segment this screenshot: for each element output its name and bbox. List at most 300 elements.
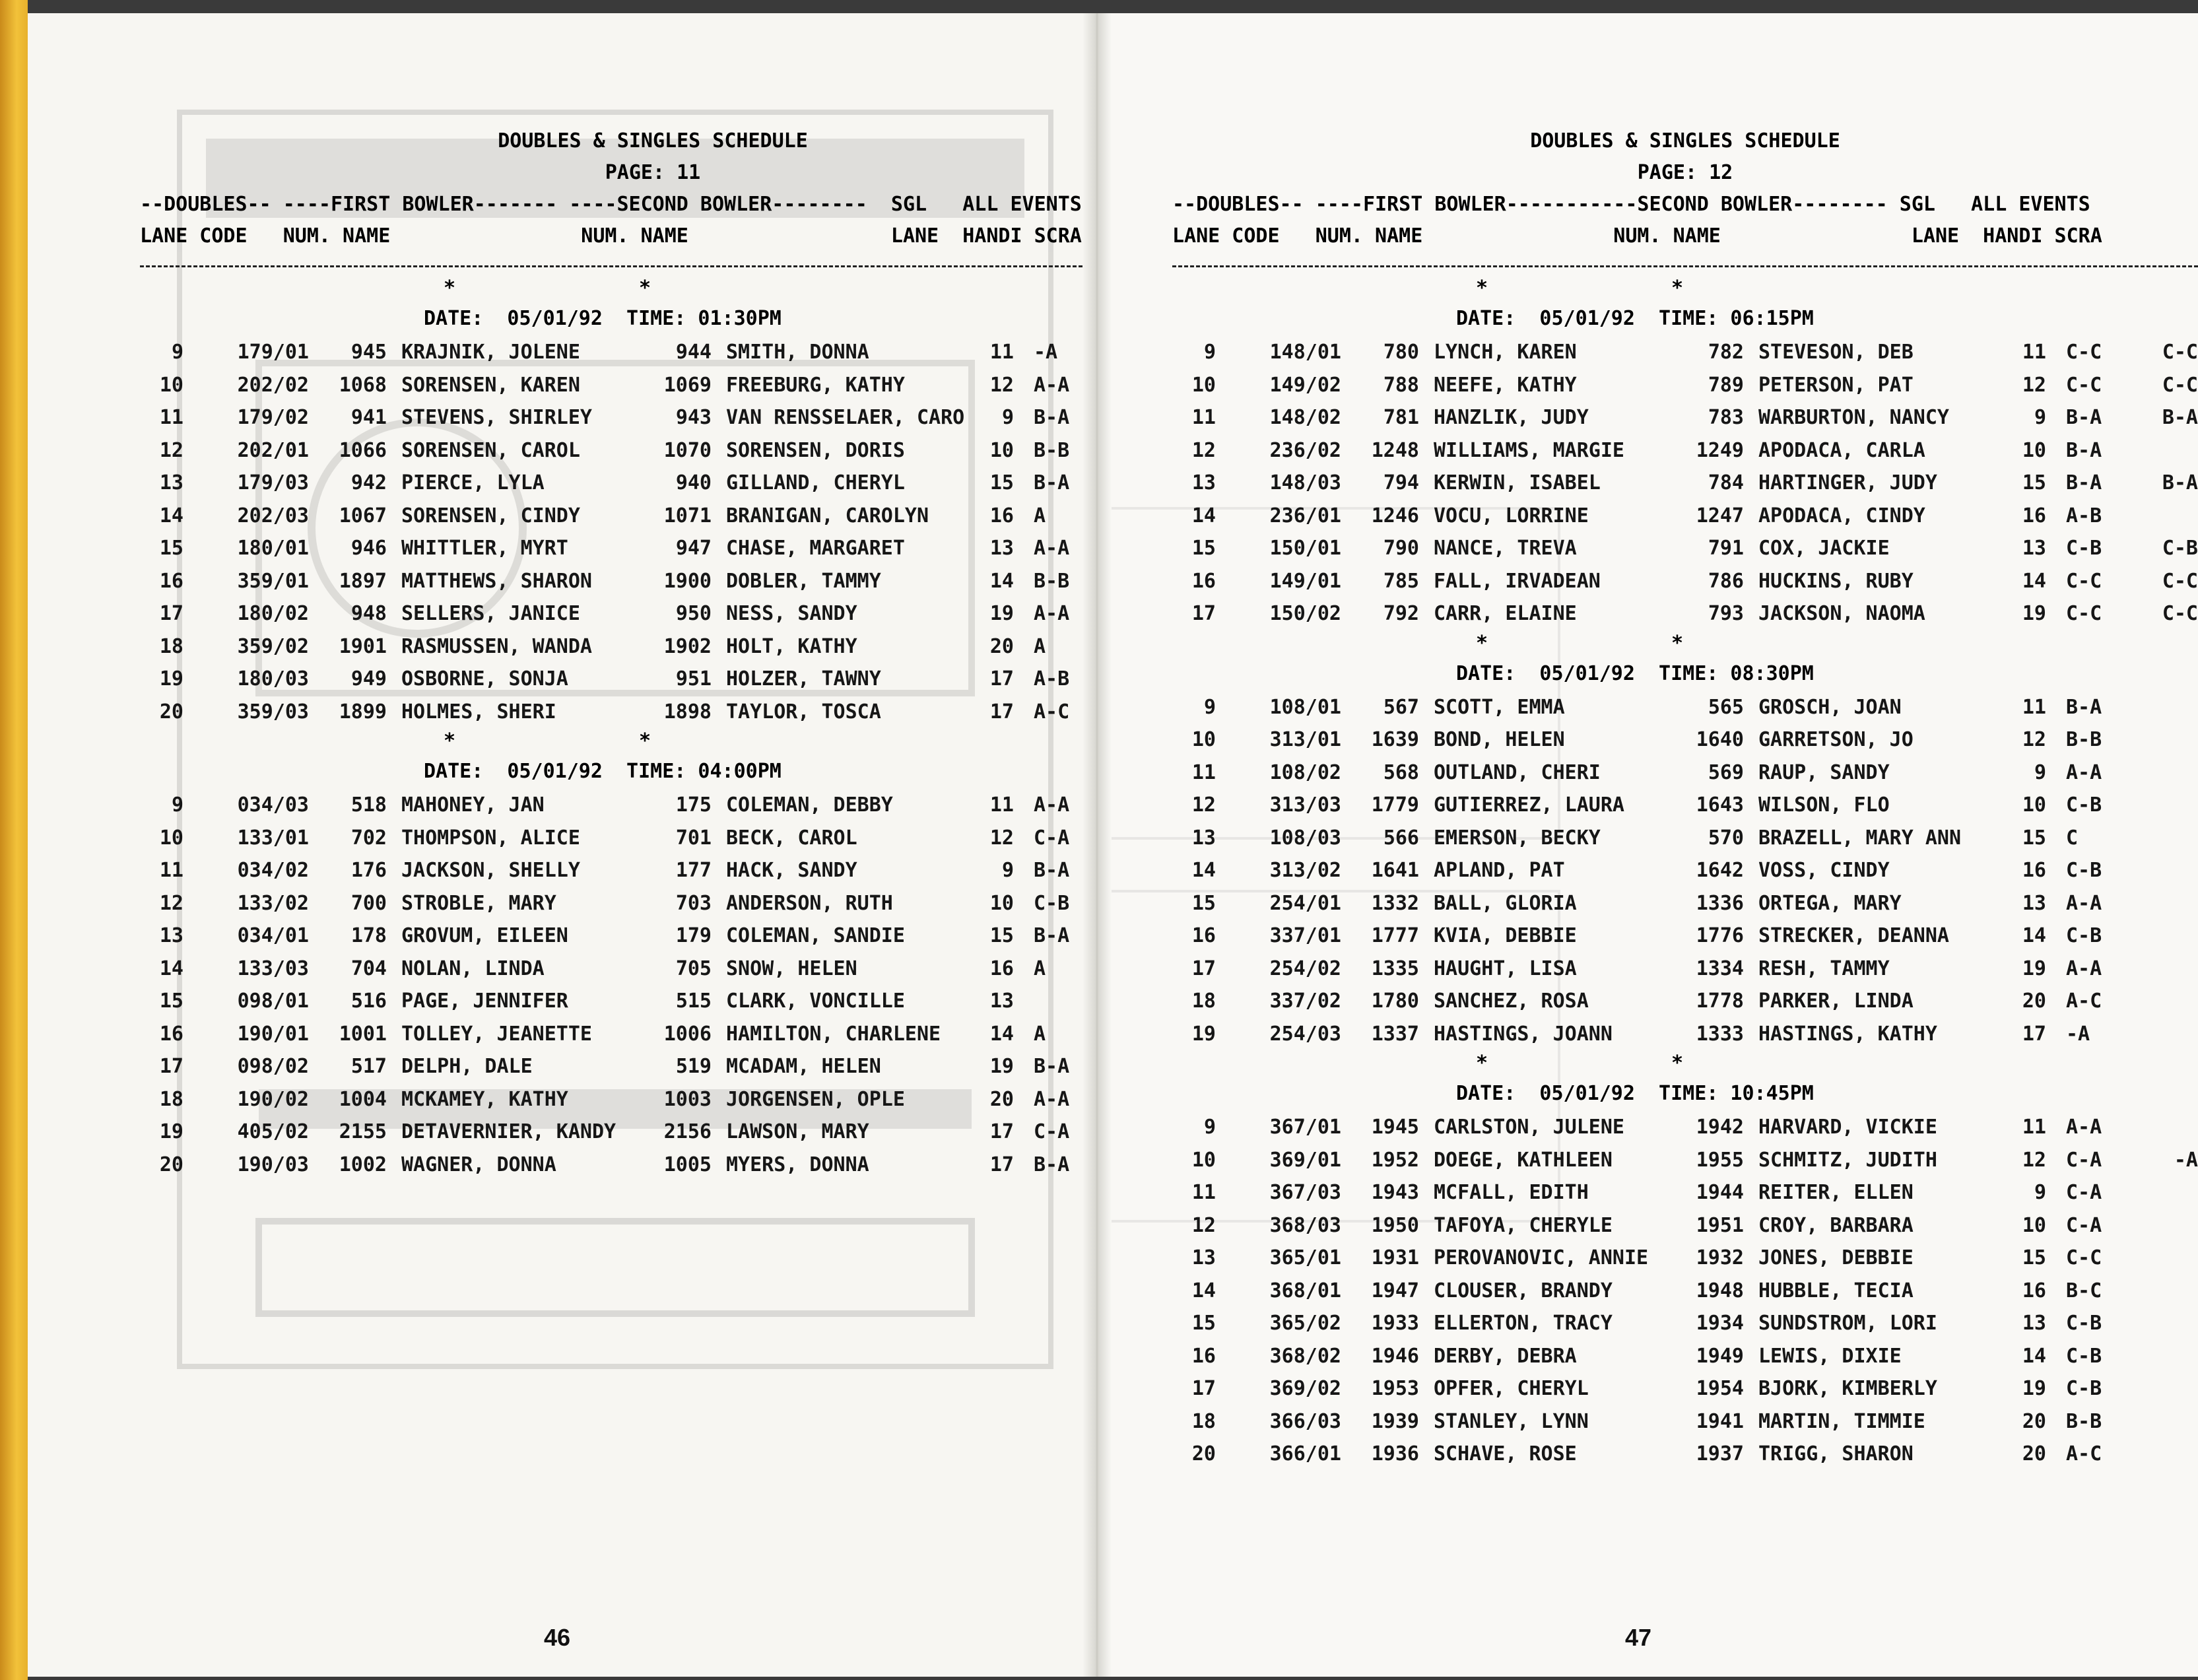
lane-cell: 13 [159,924,183,947]
lane-cell: 14 [1191,1279,1216,1302]
table-row [1172,401,2198,434]
lane-cell: 15 [159,537,183,560]
table-row [1172,1242,2198,1275]
second-bowler-number-cell: 1006 [663,1022,712,1046]
first-bowler-number-cell: 568 [1383,760,1419,784]
singles-lane-cell: 14 [2022,569,2046,593]
lane-cell: 11 [1191,406,1216,429]
second-bowler-name-cell: LAWSON, MARY [726,1120,869,1143]
all-events-scratch-cell [2145,789,2198,822]
first-bowler-name-cell: OSBORNE, SONJA [401,667,568,690]
first-bowler-number-cell: 1950 [1371,1213,1419,1237]
singles-lane-cell: 15 [989,924,1014,947]
second-bowler-name-cell: FREEBURG, KATHY [726,373,905,397]
table-row [140,789,1166,822]
first-bowler-number-cell: 1004 [339,1087,387,1111]
second-bowler-number-cell: 950 [675,602,712,625]
singles-lane-cell: 19 [989,602,1014,625]
second-bowler-number-cell: 1333 [1696,1022,1744,1046]
first-bowler-number-cell: 516 [350,990,387,1013]
doubles-code-cell: 366/01 [1269,1442,1341,1465]
singles-lane-cell: 17 [989,1153,1014,1176]
lane-cell: 12 [159,438,183,462]
second-bowler-name-cell: ORTEGA, MARY [1758,891,1902,915]
all-events-scratch-cell: C-C [2162,341,2198,364]
second-bowler-name-cell: WARBURTON, NANCY [1758,406,1949,429]
right-page [1097,13,2198,1677]
singles-lane-cell: 17 [989,700,1014,723]
second-bowler-number-cell: 789 [1708,373,1744,397]
second-bowler-name-cell: PARKER, LINDA [1758,990,1914,1013]
second-bowler-name-cell: MYERS, DONNA [726,1153,869,1176]
session-date-time: DATE: 05/01/92 TIME: 08:30PM [1456,661,1814,685]
singles-lane-cell: 16 [2022,859,2046,882]
second-bowler-name-cell: BJORK, KIMBERLY [1758,1377,1937,1400]
singles-lane-cell: 12 [989,373,1014,397]
first-bowler-name-cell: CLOUSER, BRANDY [1434,1279,1613,1302]
second-bowler-number-cell: 944 [675,341,712,364]
first-bowler-name-cell: JACKSON, SHELLY [401,859,580,882]
second-bowler-number-cell: 1937 [1696,1442,1744,1465]
all-events-scratch-cell [2145,985,2198,1018]
separator-marks [140,728,1166,755]
doubles-code-cell: 179/01 [237,341,309,364]
column-header-line-1: --DOUBLES-- ----FIRST BOWLER------- ----SECOND BOWLER-------- SGL ALL EVENTS [140,193,1082,216]
lane-cell: 10 [1191,373,1216,397]
first-bowler-number-cell: 1945 [1371,1116,1419,1139]
table-row [1172,1018,2198,1051]
separator-marks [140,275,1166,302]
table-row [140,985,1166,1018]
all-events-handicap-cell: A-C [1034,700,1070,723]
table-row [1172,1372,2198,1405]
first-bowler-name-cell: PEROVANOVIC, ANNIE [1434,1246,1649,1269]
all-events-scratch-cell [2145,1405,2198,1438]
all-events-handicap-cell: B-C [2066,1279,2102,1302]
first-bowler-name-cell: LYNCH, KAREN [1434,341,1577,364]
second-bowler-number-cell: 940 [675,471,712,494]
singles-lane-cell: 14 [989,569,1014,593]
singles-lane-cell: 20 [2022,990,2046,1013]
all-events-scratch-cell [2145,500,2198,533]
lane-cell: 12 [1191,1213,1216,1237]
first-bowler-number-cell: 785 [1383,569,1419,593]
second-bowler-name-cell: COLEMAN, DEBBY [726,793,893,817]
session-date-time: DATE: 05/01/92 TIME: 06:15PM [1456,307,1814,330]
table-row [140,434,1166,467]
doubles-code-cell: 098/01 [237,990,309,1013]
all-events-scratch-cell: C-B [2162,537,2198,560]
all-events-scratch-cell [2145,1438,2198,1471]
second-bowler-number-cell: 570 [1708,826,1744,850]
doubles-code-cell: 236/02 [1269,438,1341,462]
first-bowler-number-cell: 1939 [1371,1409,1419,1433]
first-bowler-name-cell: SELLERS, JANICE [401,602,580,625]
second-bowler-number-cell: 179 [675,924,712,947]
doubles-code-cell: 149/01 [1269,569,1341,593]
second-bowler-name-cell: HASTINGS, KATHY [1758,1022,1937,1046]
doubles-code-cell: 369/01 [1269,1148,1341,1172]
first-bowler-number-cell: 1899 [339,700,387,723]
second-bowler-number-cell: 1640 [1696,728,1744,751]
table-row [1172,1307,2198,1340]
lane-cell: 13 [1191,471,1216,494]
singles-lane-cell: 9 [2034,406,2046,429]
lane-cell: 16 [1191,569,1216,593]
all-events-scratch-cell [2145,1340,2198,1373]
lane-cell: 13 [1191,826,1216,850]
singles-lane-cell: 16 [989,504,1014,527]
schedule-title: DOUBLES & SINGLES SCHEDULE [1530,129,1840,152]
second-bowler-name-cell: BRAZELL, MARY ANN [1758,826,1962,850]
first-bowler-number-cell: 700 [350,891,387,915]
second-bowler-name-cell: MARTIN, TIMMIE [1758,1409,1925,1433]
separator-star: * [1476,1052,1488,1075]
all-events-handicap-cell: A-A [1034,1087,1070,1111]
first-bowler-number-cell: 1953 [1371,1377,1419,1400]
second-bowler-name-cell: VOSS, CINDY [1758,859,1890,882]
all-events-handicap-cell: A [1034,504,1046,527]
first-bowler-name-cell: NEEFE, KATHY [1434,373,1577,397]
second-bowler-name-cell: TAYLOR, TOSCA [726,700,881,723]
first-bowler-name-cell: KRAJNIK, JOLENE [401,341,580,364]
singles-lane-cell: 15 [2022,826,2046,850]
second-bowler-number-cell: 1898 [663,700,712,723]
all-events-handicap-cell: A [1034,1022,1046,1046]
first-bowler-number-cell: 781 [1383,406,1419,429]
first-bowler-name-cell: NANCE, TREVA [1434,537,1577,560]
singles-lane-cell: 20 [989,634,1014,658]
first-bowler-name-cell: APLAND, PAT [1434,859,1565,882]
lane-cell: 12 [1191,438,1216,462]
second-bowler-name-cell: SUNDSTROM, LORI [1758,1312,1937,1335]
singles-lane-cell: 19 [989,1055,1014,1078]
doubles-code-cell: 133/02 [237,891,309,915]
first-bowler-number-cell: 1002 [339,1153,387,1176]
doubles-code-cell: 202/02 [237,373,309,397]
doubles-code-cell: 368/02 [1269,1344,1341,1368]
first-bowler-name-cell: OPFER, CHERYL [1434,1377,1589,1400]
singles-lane-cell: 19 [2022,957,2046,980]
doubles-code-cell: 367/01 [1269,1116,1341,1139]
table-row [1172,1111,2198,1144]
singles-lane-cell: 14 [2022,924,2046,947]
all-events-scratch-cell: B-A [2162,471,2198,494]
second-bowler-name-cell: JACKSON, NAOMA [1758,602,1925,625]
second-bowler-number-cell: 1944 [1696,1181,1744,1204]
all-events-handicap-cell: C-B [2066,924,2102,947]
column-header-line-1: --DOUBLES-- ----FIRST BOWLER-----------SECOND BOWLER-------- SGL ALL EVENTS [1172,193,2090,216]
doubles-code-cell: 108/02 [1269,760,1341,784]
all-events-handicap-cell: B-A [2066,406,2102,429]
first-bowler-number-cell: 1933 [1371,1312,1419,1335]
all-events-handicap-cell: B-A [2066,438,2102,462]
doubles-code-cell: 368/03 [1269,1213,1341,1237]
table-row [1172,953,2198,986]
second-bowler-name-cell: HOLZER, TAWNY [726,667,881,690]
doubles-code-cell: 254/02 [1269,957,1341,980]
all-events-handicap-cell: C-C [2066,569,2102,593]
first-bowler-name-cell: STANLEY, LYNN [1434,1409,1589,1433]
second-bowler-name-cell: PETERSON, PAT [1758,373,1914,397]
second-bowler-name-cell: RESH, TAMMY [1758,957,1890,980]
singles-lane-cell: 9 [2034,1181,2046,1204]
table-row [140,500,1166,533]
second-bowler-number-cell: 951 [675,667,712,690]
second-bowler-number-cell: 1941 [1696,1409,1744,1433]
first-bowler-name-cell: CARLSTON, JULENE [1434,1116,1624,1139]
table-row [140,822,1166,855]
doubles-code-cell: 148/03 [1269,471,1341,494]
first-bowler-number-cell: 1777 [1371,924,1419,947]
table-row [140,565,1166,598]
separator-marks [1172,630,2198,657]
second-bowler-name-cell: SCHMITZ, JUDITH [1758,1148,1937,1172]
singles-lane-cell: 17 [989,1120,1014,1143]
all-events-handicap-cell: B-B [1034,438,1070,462]
first-bowler-name-cell: OUTLAND, CHERI [1434,760,1601,784]
second-bowler-number-cell: 515 [675,990,712,1013]
doubles-code-cell: 034/01 [237,924,309,947]
singles-lane-cell: 11 [989,793,1014,817]
schedule-blocks [1172,275,2198,1471]
singles-lane-cell: 15 [2022,471,2046,494]
first-bowler-number-cell: 1639 [1371,728,1419,751]
doubles-code-cell: 405/02 [237,1120,309,1143]
all-events-handicap-cell: B-B [1034,569,1070,593]
table-row [1172,1405,2198,1438]
second-bowler-number-cell: 947 [675,537,712,560]
second-bowler-name-cell: ANDERSON, RUTH [726,891,893,915]
separator-star: * [1476,277,1488,300]
all-events-handicap-cell: -A [2066,1022,2090,1046]
table-row [1172,822,2198,855]
first-bowler-name-cell: FALL, IRVADEAN [1434,569,1601,593]
first-bowler-name-cell: SORENSEN, CAROL [401,438,580,462]
singles-lane-cell: 12 [2022,728,2046,751]
table-row [140,467,1166,500]
doubles-code-cell: 179/03 [237,471,309,494]
first-bowler-name-cell: EMERSON, BECKY [1434,826,1601,850]
singles-lane-cell: 10 [989,438,1014,462]
all-events-handicap-cell: A [1034,634,1046,658]
table-row [140,532,1166,565]
first-bowler-number-cell: 1067 [339,504,387,527]
all-events-handicap-cell: C-C [2066,373,2102,397]
first-bowler-number-cell: 1335 [1371,957,1419,980]
doubles-code-cell: 365/02 [1269,1312,1341,1335]
singles-lane-cell: 9 [2034,760,2046,784]
second-bowler-number-cell: 1249 [1696,438,1744,462]
second-bowler-name-cell: LEWIS, DIXIE [1758,1344,1902,1368]
doubles-code-cell: 202/01 [237,438,309,462]
first-bowler-name-cell: KERWIN, ISABEL [1434,471,1601,494]
first-bowler-number-cell: 948 [350,602,387,625]
lane-cell: 17 [159,1055,183,1078]
all-events-handicap-cell: B-A [1034,859,1070,882]
lane-cell: 9 [171,341,183,364]
all-events-handicap-cell: C-B [2066,537,2102,560]
first-bowler-name-cell: SANCHEZ, ROSA [1434,990,1589,1013]
second-bowler-number-cell: 783 [1708,406,1744,429]
second-bowler-name-cell: COX, JACKIE [1758,537,1890,560]
lane-cell: 11 [159,859,183,882]
singles-lane-cell: 9 [1001,406,1014,429]
second-bowler-number-cell: 705 [675,957,712,980]
lane-cell: 18 [159,1087,183,1111]
first-bowler-number-cell: 566 [1383,826,1419,850]
singles-lane-cell: 13 [2022,891,2046,915]
all-events-handicap-cell: C [2066,826,2079,850]
doubles-code-cell: 367/03 [1269,1181,1341,1204]
all-events-handicap-cell: -A [1034,341,1058,364]
first-bowler-number-cell: 942 [350,471,387,494]
all-events-scratch-cell [2145,1242,2198,1275]
table-row [1172,369,2198,402]
doubles-code-cell: 359/01 [237,569,309,593]
singles-lane-cell: 14 [989,1022,1014,1046]
singles-lane-cell: 12 [2022,373,2046,397]
second-bowler-number-cell: 1902 [663,634,712,658]
lane-cell: 9 [1203,695,1216,719]
second-bowler-name-cell: APODACA, CINDY [1758,504,1925,527]
all-events-handicap-cell: C-B [2066,1344,2102,1368]
second-bowler-name-cell: DOBLER, TAMMY [726,569,881,593]
second-bowler-name-cell: STRECKER, DEANNA [1758,924,1949,947]
doubles-code-cell: 150/01 [1269,537,1341,560]
doubles-code-cell: 108/01 [1269,695,1341,719]
all-events-handicap-cell: A-A [2066,760,2102,784]
first-bowler-number-cell: 790 [1383,537,1419,560]
second-bowler-number-cell: 1069 [663,373,712,397]
table-row [140,1149,1166,1182]
second-bowler-name-cell: CLARK, VONCILLE [726,990,905,1013]
doubles-code-cell: 366/03 [1269,1409,1341,1433]
doubles-code-cell: 148/01 [1269,341,1341,364]
first-bowler-name-cell: DOEGE, KATHLEEN [1434,1148,1613,1172]
all-events-scratch-cell: B-A [2162,406,2198,429]
doubles-code-cell: 359/02 [237,634,309,658]
second-bowler-name-cell: GARRETSON, JO [1758,728,1914,751]
all-events-handicap-cell: A-A [2066,957,2102,980]
second-bowler-name-cell: RAUP, SANDY [1758,760,1890,784]
first-bowler-number-cell: 1952 [1371,1148,1419,1172]
first-bowler-number-cell: 1780 [1371,990,1419,1013]
lane-cell: 18 [1191,990,1216,1013]
book-gutter [1082,13,1112,1677]
all-events-handicap-cell: C-A [1034,1120,1070,1143]
session-date-time: DATE: 05/01/92 TIME: 10:45PM [1456,1082,1814,1105]
table-row [1172,1144,2198,1177]
table-row [140,887,1166,920]
first-bowler-number-cell: 1068 [339,373,387,397]
all-events-handicap-cell: B-A [1034,1055,1070,1078]
lane-cell: 13 [1191,1246,1216,1269]
lane-cell: 15 [1191,891,1216,915]
second-bowler-number-cell: 1955 [1696,1148,1744,1172]
all-events-handicap-cell: B-A [2066,695,2102,719]
second-bowler-number-cell: 1334 [1696,957,1744,980]
first-bowler-number-cell: 567 [1383,695,1419,719]
second-bowler-number-cell: 1942 [1696,1116,1744,1139]
first-bowler-number-cell: 704 [350,957,387,980]
first-bowler-number-cell: 1901 [339,634,387,658]
first-bowler-number-cell: 1779 [1371,793,1419,817]
first-bowler-name-cell: BOND, HELEN [1434,728,1565,751]
table-row [140,369,1166,402]
doubles-code-cell: 180/01 [237,537,309,560]
doubles-code-cell: 254/01 [1269,891,1341,915]
second-bowler-number-cell: 175 [675,793,712,817]
lane-cell: 14 [1191,504,1216,527]
header-divider [140,252,1166,267]
table-row [1172,691,2198,724]
first-bowler-name-cell: BALL, GLORIA [1434,891,1577,915]
all-events-scratch-cell [2145,822,2198,855]
doubles-code-cell: 150/02 [1269,602,1341,625]
singles-lane-cell: 20 [989,1087,1014,1111]
all-events-handicap-cell: A-A [2066,1116,2102,1139]
second-bowler-number-cell: 2156 [663,1120,712,1143]
doubles-code-cell: 368/01 [1269,1279,1341,1302]
singles-lane-cell: 10 [2022,438,2046,462]
second-bowler-number-cell: 1070 [663,438,712,462]
first-bowler-number-cell: 1001 [339,1022,387,1046]
table-row [140,1018,1166,1051]
table-row [1172,920,2198,953]
all-events-scratch-cell [2145,1111,2198,1144]
all-events-handicap-cell: B-B [2066,728,2102,751]
second-bowler-number-cell: 1336 [1696,891,1744,915]
lane-cell: 9 [171,793,183,817]
singles-lane-cell: 19 [2022,1377,2046,1400]
separator-marks [1172,275,2198,302]
left-page [28,13,1097,1677]
lane-cell: 15 [159,990,183,1013]
all-events-handicap-cell: B-A [1034,924,1070,947]
second-bowler-name-cell: COLEMAN, SANDIE [726,924,905,947]
column-header-line-2: LANE CODE NUM. NAME NUM. NAME LANE HANDI SCRA [1172,224,2102,248]
lane-cell: 12 [159,891,183,915]
all-events-scratch-cell [2145,953,2198,986]
lane-cell: 20 [159,700,183,723]
lane-cell: 16 [159,1022,183,1046]
table-row [140,920,1166,953]
singles-lane-cell: 10 [2022,1213,2046,1237]
doubles-code-cell: 180/03 [237,667,309,690]
second-bowler-number-cell: 1003 [663,1087,712,1111]
table-row [1172,434,2198,467]
first-bowler-number-cell: 1947 [1371,1279,1419,1302]
singles-lane-cell: 16 [989,957,1014,980]
lane-cell: 15 [1191,537,1216,560]
lane-cell: 12 [1191,793,1216,817]
second-bowler-number-cell: 1949 [1696,1344,1744,1368]
lane-cell: 20 [1191,1442,1216,1465]
doubles-code-cell: 313/03 [1269,793,1341,817]
table-row [1172,1340,2198,1373]
doubles-code-cell: 236/01 [1269,504,1341,527]
table-row [1172,789,2198,822]
lane-cell: 11 [159,406,183,429]
second-bowler-name-cell: VAN RENSSELAER, CARO [726,406,965,429]
all-events-handicap-cell: C-C [2066,602,2102,625]
doubles-code-cell: 148/02 [1269,406,1341,429]
first-bowler-name-cell: HAUGHT, LISA [1434,957,1577,980]
schedule-page-label: PAGE: 11 [605,161,701,184]
table-row [140,1083,1166,1116]
first-bowler-number-cell: 794 [1383,471,1419,494]
